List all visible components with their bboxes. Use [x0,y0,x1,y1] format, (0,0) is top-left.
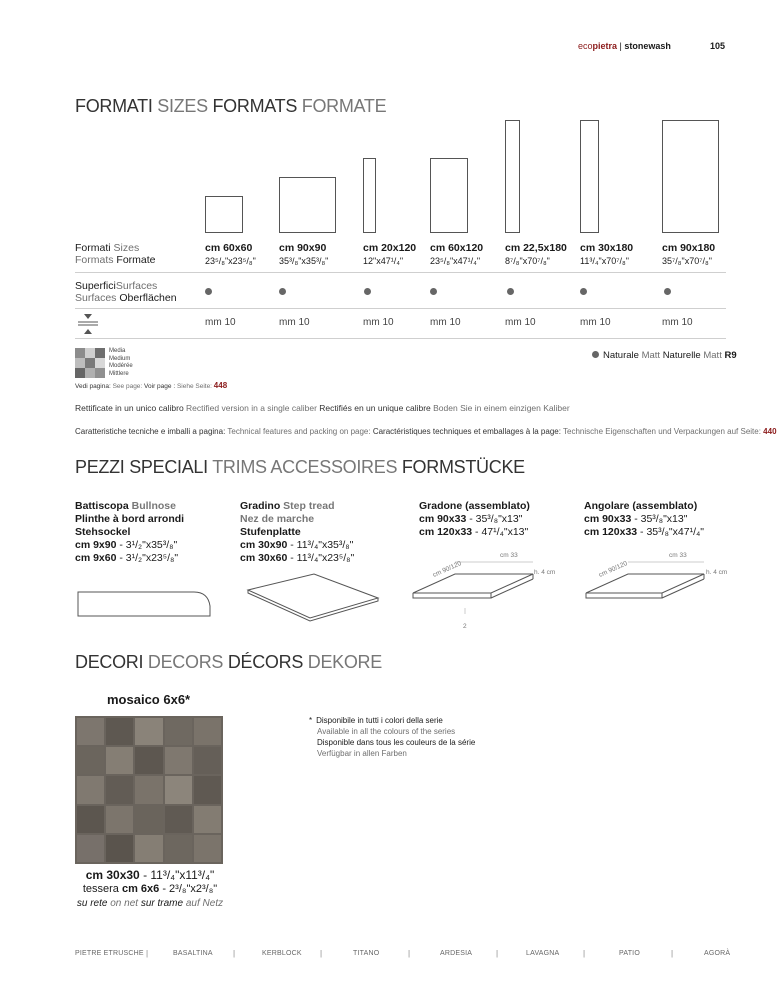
footer-link-basaltina[interactable]: BASALTINA [173,950,213,957]
size-inch: 12"x47¹/₄" [363,256,404,266]
shade-variation-labels [109,348,133,378]
size-inch: 8⁷/₈"x70⁷/₈" [505,256,550,266]
legend-dot [592,351,599,358]
legend-de: Matt [703,350,725,361]
gradone-size-2: cm 120x33 [419,526,473,538]
size-name: cm 60x60 [205,242,253,254]
brand-eco: eco [578,41,593,51]
size-column [662,242,715,266]
tech-en: Technical features and packing on page: [227,427,373,436]
tessera-cm: cm 6x6 [121,883,160,895]
legend-it: Naturale [603,350,642,361]
footer-separator: | [408,949,411,958]
gradone-dim-width: cm 33 [500,552,518,559]
tile-90x180-outline [662,120,719,233]
thickness-value: mm 10 [505,317,536,328]
trims-title-fr: ACCESSOIRES [270,457,402,477]
size-inch: 35³/₈"x35³/₈" [279,256,329,266]
step-tread-drawing [244,572,384,629]
surfaces-label-de: Oberflächen [119,292,177,304]
tile-60x60-outline [205,196,243,233]
trims-title-de: FORMSTÜCKE [401,457,525,477]
bullnose-name-en: Bullnose [131,500,176,512]
note-asterisk: * [309,716,313,725]
bullnose-size-2: cm 9x60 [75,552,117,564]
tile-90x90-outline [279,177,336,233]
see-page-number[interactable]: 448 [213,381,228,390]
tile-22x180-outline [505,120,520,233]
size-column [580,242,633,266]
footer-link-lavagna[interactable]: LAVAGNA [526,950,560,957]
brand-label [578,41,671,51]
bullnose-drawing [74,582,214,627]
formats-label-en: Sizes [113,242,140,254]
surface-dot [205,288,212,295]
surfaces-row-label [75,280,177,304]
angolare-dim-length: cm 90/120 [597,560,629,579]
tessera-inch: - 2³/₈"x2³/₈" [159,883,218,895]
gradone-size-1: cm 90x33 [419,513,467,525]
formats-row-label [75,242,156,266]
step-name-de: Stufenplatte [240,526,301,538]
decor-size-cm: cm 30x30 [85,868,140,882]
bullnose-size-1-inch: - 3¹/₂"x35³/₈" [116,539,178,551]
tech-fr: Caractéristiques techniques et emballages à la page: [372,427,564,436]
trims-title-en: TRIMS [212,457,271,477]
decor-tessera [70,883,230,895]
tech-de: Technische Eigenschaften und Verpackungen auf Seite: [563,427,764,436]
gradone-drawing [405,548,535,623]
brand-series: stonewash [624,41,671,51]
tessera-label: tessera [82,883,122,895]
note-it: Disponibile in tutti i colori della serie [316,716,443,725]
mosaic-image [75,716,223,864]
thickness-value: mm 10 [205,317,236,328]
surfaces-label-en: Surfaces [115,280,158,292]
angolare-dim-height: h. 4 cm [706,569,728,576]
trim-gradone-text [419,500,530,539]
mesh-de: auf Netz [185,898,224,909]
tech-page-number[interactable]: 440 [763,427,777,436]
size-inch: 11³/₄"x70⁷/₈" [580,256,629,266]
step-size-1-inch: - 11³/₄"x35³/₈" [287,539,354,551]
formats-title-fr: FORMATS [212,96,302,116]
decors-title-fr: DÉCORS [227,652,308,672]
page-number: 105 [710,41,726,51]
thickness-icon [78,313,98,335]
trims-title-it: PEZZI SPECIALI [75,457,213,477]
decor-product-name: mosaico 6x6* [107,692,191,707]
shade-label: Mittlere [109,370,129,377]
surface-dot [279,288,286,295]
see-page-en: See page: [112,383,145,390]
divider [75,338,726,339]
bullnose-name-de: Stehsockel [75,526,131,538]
surface-dot [580,288,587,295]
trim-bullnose-text [75,500,184,565]
footer-link-kerblock[interactable]: KERBLOCK [262,950,302,957]
trims-title [75,457,525,478]
rectified-it: Rettificate in un unico calibro [75,403,187,413]
formats-title-it: FORMATI [75,96,158,116]
finish-legend [592,350,737,361]
angolare-size-1: cm 90x33 [584,513,632,525]
see-page-de: Siehe Seite: [176,383,214,390]
bullnose-size-1: cm 9x90 [75,539,117,551]
legend-fr: Naturelle [662,350,704,361]
note-en: Available in all the colours of the series [317,727,456,736]
see-page-note [75,381,227,390]
see-page-fr: Voir page : [144,383,177,390]
rectified-note [75,403,570,413]
divider [75,308,726,309]
angolare-size-2-inch: - 35³/₈"x47¹/₄" [637,526,705,538]
gradone-size-1-inch: - 35³/₈"x13" [466,513,523,525]
angolare-size-1-inch: - 35³/₈"x13" [631,513,688,525]
bullnose-size-2-inch: - 3¹/₂"x23⁵/₈" [116,552,179,564]
divider [75,272,726,273]
shade-label: Medium [109,355,131,362]
footer-separator: | [583,949,586,958]
surfaces-label-fr: Surfaces [75,292,120,304]
trim-step-text [240,500,354,565]
shade-variation-icon [75,348,105,378]
formats-label-de: Formate [116,254,156,266]
decor-availability-note [309,715,475,759]
formats-label-it: Formati [75,242,114,254]
step-size-1: cm 30x90 [240,539,288,551]
size-column [205,242,256,266]
rectified-de: Boden Sie in einem einzigen Kaliber [433,403,570,413]
angolare-name: Angolare (assemblato) [584,500,698,512]
size-name: cm 60x120 [430,242,484,254]
size-name: cm 20x120 [363,242,417,254]
brand-pietra: pietra [592,41,618,51]
gradone-name: Gradone (assemblato) [419,500,530,512]
footer-separator: | [320,949,323,958]
angolare-size-2: cm 120x33 [584,526,638,538]
tile-60x120-outline [430,158,468,233]
size-inch: 23⁵/₈"x47¹/₄" [430,256,481,266]
decors-title-it: DECORI [75,652,148,672]
thickness-value: mm 10 [580,317,611,328]
size-inch: 23⁵/₈"x23⁵/₈" [205,256,256,266]
size-column [430,242,483,266]
footer-separator: | [496,949,499,958]
size-column [363,242,416,266]
rectified-fr: Rectifiés en un unique calibre [319,403,434,413]
size-name: cm 90x180 [662,242,716,254]
formats-title-de: FORMATE [301,96,387,116]
surface-dot [430,288,437,295]
note-fr: Disponible dans tous les couleurs de la série [317,738,476,747]
gradone-dim-lip: 2 [463,623,467,630]
footer-link-pietre-etrusche[interactable]: PIETRE ETRUSCHE [75,950,144,957]
see-page-it: Vedi pagina: [75,383,113,390]
surface-dot [507,288,514,295]
surfaces-label-it: Superfici [75,280,116,292]
size-column [279,242,328,266]
gradone-size-2-inch: - 47¹/₄"x13" [472,526,529,538]
bullnose-name-it: Battiscopa [75,500,132,512]
footer-link-agora[interactable]: AGORÀ [704,950,731,957]
thickness-value: mm 10 [363,317,394,328]
thickness-value: mm 10 [279,317,310,328]
trim-angolare-text [584,500,704,539]
footer-separator: | [233,949,236,958]
surface-dot [664,288,671,295]
note-de: Verfügbar in allen Farben [317,749,407,758]
decor-size-inch: - 11³/₄"x11³/₄" [139,868,215,882]
angolare-drawing [578,548,708,623]
surface-dot [364,288,371,295]
footer-link-titano[interactable]: TITANO [353,950,380,957]
step-name-en: Step tread [283,500,335,512]
decor-mesh [70,898,230,909]
footer-separator: | [146,949,149,958]
tile-20x120-outline [363,158,376,233]
gradone-dim-length: cm 90/120 [431,560,463,579]
mesh-en: on net [110,898,141,909]
mesh-fr: sur trame [140,898,186,909]
mesh-it: su rete [76,898,111,909]
decors-title-en: DECORS [147,652,228,672]
thickness-value: mm 10 [662,317,693,328]
tile-30x180-outline [580,120,599,233]
angolare-dim-width: cm 33 [669,552,687,559]
thickness-value: mm 10 [430,317,461,328]
size-name: cm 90x90 [279,242,327,254]
shade-label: Media [109,348,126,354]
footer-link-patio[interactable]: PATIO [619,950,640,957]
decor-size [80,868,220,882]
footer-link-ardesia[interactable]: ARDESIA [440,950,473,957]
step-size-2-inch: - 11³/₄"x23⁵/₈" [287,552,355,564]
legend-slip-rating: R9 [724,350,737,361]
step-size-2: cm 30x60 [240,552,288,564]
gradone-dim-height: h. 4 cm [534,569,556,576]
size-name: cm 30x180 [580,242,634,254]
step-name-it: Gradino [240,500,284,512]
size-inch: 35⁷/₈"x70⁷/₈" [662,256,712,266]
bullnose-name-fr: Plinthe à bord arrondi [75,513,185,525]
formats-title [75,96,386,117]
step-name-fr: Nez de marche [240,513,315,525]
brand-separator: | [617,41,625,51]
shade-label: Modérée [109,363,133,369]
decors-title [75,652,382,673]
size-column [505,242,567,266]
legend-en: Matt [641,350,663,361]
rectified-en: Rectified version in a single caliber [186,403,320,413]
technical-note [75,427,777,436]
footer-separator: | [671,949,674,958]
tech-it: Caratteristiche tecniche e imballi a pagina: [75,427,228,436]
formats-label-fr: Formats [75,254,117,266]
size-name: cm 22,5x180 [505,242,567,254]
formats-title-en: SIZES [157,96,213,116]
decors-title-de: DEKORE [307,652,382,672]
